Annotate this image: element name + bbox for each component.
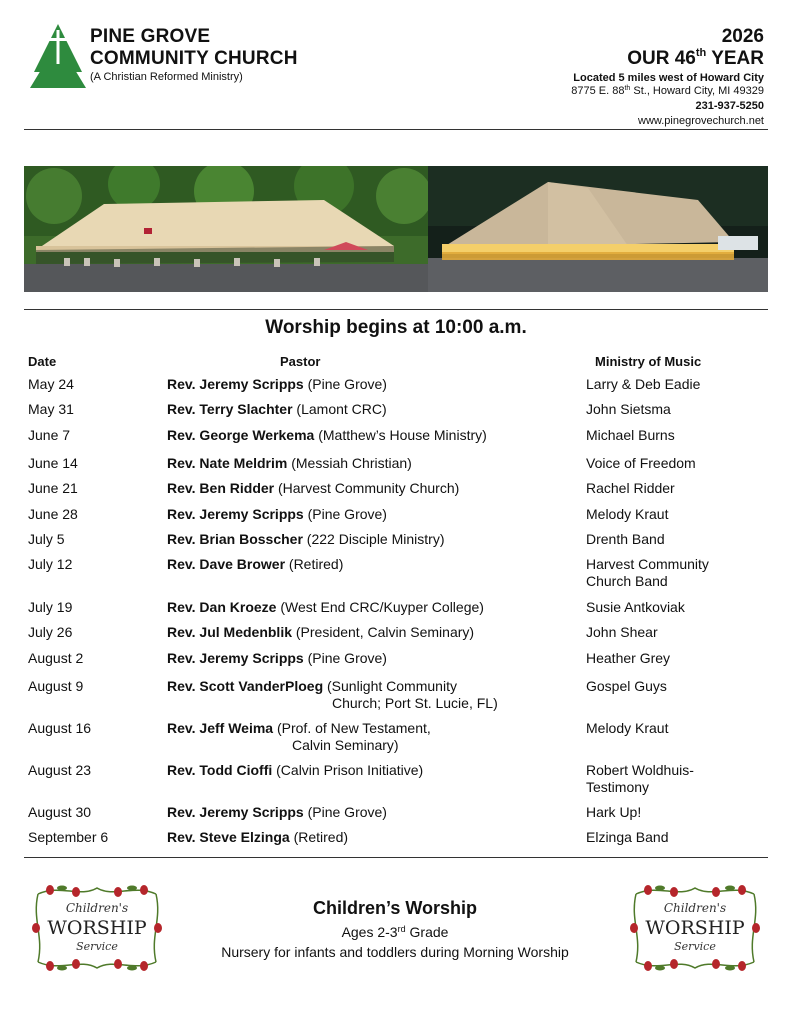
row-pastor xyxy=(167,762,577,779)
row-music: Rachel Ridder xyxy=(586,480,675,496)
column-header-date: Date xyxy=(28,354,57,369)
anniversary xyxy=(571,48,764,70)
row-music: Larry & Deb Eadie xyxy=(586,376,701,392)
row-music: Elzinga Band xyxy=(586,829,669,845)
pastor-affiliation: (President, Calvin Seminary) xyxy=(292,624,475,640)
anniversary-prefix: OUR 46 xyxy=(627,48,696,69)
row-date: August 9 xyxy=(28,678,84,694)
row-date: June 14 xyxy=(28,455,78,471)
pastor-affiliation: (Prof. of New Testament, xyxy=(273,720,431,736)
pastor-affiliation: (Retired) xyxy=(285,556,344,572)
pastor-affiliation-cont: Calvin Seminary) xyxy=(292,737,399,753)
nursery-note: Nursery for infants and toddlers during Morning Worship xyxy=(221,944,569,960)
ages-suffix: Grade xyxy=(405,924,449,940)
row-date: May 31 xyxy=(28,401,74,417)
row-pastor xyxy=(167,829,577,846)
row-music: Drenth Band xyxy=(586,531,665,547)
pastor-affiliation: (Pine Grove) xyxy=(303,506,387,522)
church-name xyxy=(90,26,298,70)
row-pastor xyxy=(167,480,577,497)
row-music: Melody Kraut xyxy=(586,506,669,522)
row-pastor xyxy=(167,427,577,444)
pastor-name: Rev. Dave Brower xyxy=(167,556,286,572)
pastor-name: Rev. Brian Bosscher xyxy=(167,531,303,547)
badge-line2: WORSHIP xyxy=(47,917,147,939)
ages-prefix: Ages 2-3 xyxy=(341,924,398,940)
row-pastor xyxy=(167,556,577,573)
address xyxy=(571,85,764,98)
pastor-name: Rev. Jeremy Scripps xyxy=(167,804,304,820)
badge-line1: Children's xyxy=(663,901,727,915)
row-music: Melody Kraut xyxy=(586,720,669,736)
year: 2026 xyxy=(721,26,764,47)
row-music: Michael Burns xyxy=(586,427,675,443)
tent-night-photo xyxy=(428,166,768,292)
row-pastor xyxy=(167,401,577,418)
row-date: July 5 xyxy=(28,531,65,547)
row-date: August 23 xyxy=(28,762,92,778)
music-line2: Testimony xyxy=(586,779,650,795)
row-pastor xyxy=(167,678,577,712)
childrens-worship-badge-left xyxy=(30,880,164,976)
pastor-affiliation-cont: Church; Port St. Lucie, FL) xyxy=(332,695,498,711)
row-pastor xyxy=(167,804,577,821)
pastor-affiliation: (222 Disciple Ministry) xyxy=(302,531,445,547)
address-prefix: 8775 E. 88 xyxy=(571,85,625,97)
pastor-affiliation: (West End CRC/Kuyper College) xyxy=(276,599,484,615)
badge-line3: Service xyxy=(674,940,716,953)
row-music xyxy=(586,556,766,590)
row-date: July 12 xyxy=(28,556,73,572)
pastor-name: Rev. Steve Elzinga xyxy=(167,829,290,845)
pastor-name: Rev. George Werkema xyxy=(167,427,315,443)
church-name-line1: PINE GROVE xyxy=(90,26,211,47)
address-suffix: St., Howard City, MI 49329 xyxy=(630,85,764,97)
row-date: July 19 xyxy=(28,599,73,615)
photo-divider xyxy=(24,309,768,310)
row-pastor xyxy=(167,506,577,523)
music-line1: Harvest Community xyxy=(586,556,709,572)
row-date: August 2 xyxy=(28,650,84,666)
pastor-name: Rev. Jul Medenblik xyxy=(167,624,292,640)
column-header-pastor: Pastor xyxy=(280,354,321,369)
pastor-name: Rev. Dan Kroeze xyxy=(167,599,277,615)
pastor-name: Rev. Nate Meldrim xyxy=(167,455,288,471)
ages-sup: rd xyxy=(397,924,406,934)
row-pastor xyxy=(167,531,577,548)
schedule-divider xyxy=(24,857,768,858)
location-note: Located 5 miles west of Howard City xyxy=(573,72,764,84)
row-date: September 6 xyxy=(28,829,109,845)
pastor-name: Rev. Jeremy Scripps xyxy=(167,650,304,666)
pastor-name: Rev. Terry Slachter xyxy=(167,401,293,417)
row-date: June 21 xyxy=(28,480,78,496)
tent-daytime-photo xyxy=(24,166,428,292)
anniversary-suffix: YEAR xyxy=(706,48,764,69)
pastor-affiliation: (Retired) xyxy=(289,829,349,845)
row-music xyxy=(586,762,766,796)
row-date: July 26 xyxy=(28,624,73,640)
row-date: May 24 xyxy=(28,376,74,392)
header-divider xyxy=(24,129,768,130)
row-music: Heather Grey xyxy=(586,650,671,666)
row-pastor xyxy=(167,720,577,754)
pastor-affiliation: (Calvin Prison Initiative) xyxy=(272,762,424,778)
pastor-affiliation: (Pine Grove) xyxy=(303,376,387,392)
row-date: June 7 xyxy=(28,427,71,443)
pastor-affiliation: (Pine Grove) xyxy=(303,804,387,820)
pastor-name: Rev. Scott VanderPloeg xyxy=(167,678,324,694)
row-music: Susie Antkoviak xyxy=(586,599,685,615)
pastor-affiliation: (Harvest Community Church) xyxy=(274,480,460,496)
pastor-affiliation: (Messiah Christian) xyxy=(287,455,412,471)
website-link[interactable]: www.pinegrovechurch.net xyxy=(638,115,764,127)
worship-title: Worship begins at 10:00 a.m. xyxy=(265,317,527,338)
pastor-affiliation: (Matthew’s House Ministry) xyxy=(314,427,487,443)
music-line2: Church Band xyxy=(586,573,668,589)
childrens-worship-ages xyxy=(160,924,630,940)
childrens-worship-title: Children’s Worship xyxy=(312,898,477,918)
row-pastor xyxy=(167,624,577,641)
row-music: John Shear xyxy=(586,624,658,640)
church-subtitle: (A Christian Reformed Ministry) xyxy=(90,71,243,83)
row-date: June 28 xyxy=(28,506,78,522)
phone: 231-937-5250 xyxy=(695,100,764,112)
column-header-music: Ministry of Music xyxy=(595,354,702,369)
pine-tree-cross-logo xyxy=(30,22,86,94)
header-info xyxy=(571,26,764,128)
pastor-name: Rev. Ben Ridder xyxy=(167,480,275,496)
badge-line2: WORSHIP xyxy=(645,917,745,939)
music-line1: Robert Woldhuis- xyxy=(586,762,694,778)
anniversary-sup: th xyxy=(695,47,707,59)
row-pastor xyxy=(167,599,577,616)
row-date: August 16 xyxy=(28,720,92,736)
badge-line1: Children's xyxy=(65,901,129,915)
row-pastor xyxy=(167,455,577,472)
badge-line3: Service xyxy=(76,940,118,953)
church-name-line2: COMMUNITY CHURCH xyxy=(90,48,298,69)
pastor-affiliation: (Sunlight Community xyxy=(323,678,457,694)
childrens-worship-badge-right xyxy=(628,880,762,976)
address-sup: th xyxy=(624,85,631,92)
row-music: Gospel Guys xyxy=(586,678,667,694)
pastor-name: Rev. Jeremy Scripps xyxy=(167,376,304,392)
pastor-name: Rev. Jeremy Scripps xyxy=(167,506,304,522)
row-date: August 30 xyxy=(28,804,92,820)
pastor-name: Rev. Todd Cioffi xyxy=(167,762,273,778)
row-pastor xyxy=(167,650,577,667)
row-music: Voice of Freedom xyxy=(586,455,696,471)
row-music: Hark Up! xyxy=(586,804,642,820)
pastor-affiliation: (Pine Grove) xyxy=(303,650,387,666)
pastor-affiliation: (Lamont CRC) xyxy=(292,401,387,417)
row-pastor xyxy=(167,376,577,393)
row-music: John Sietsma xyxy=(586,401,671,417)
pastor-name: Rev. Jeff Weima xyxy=(167,720,274,736)
